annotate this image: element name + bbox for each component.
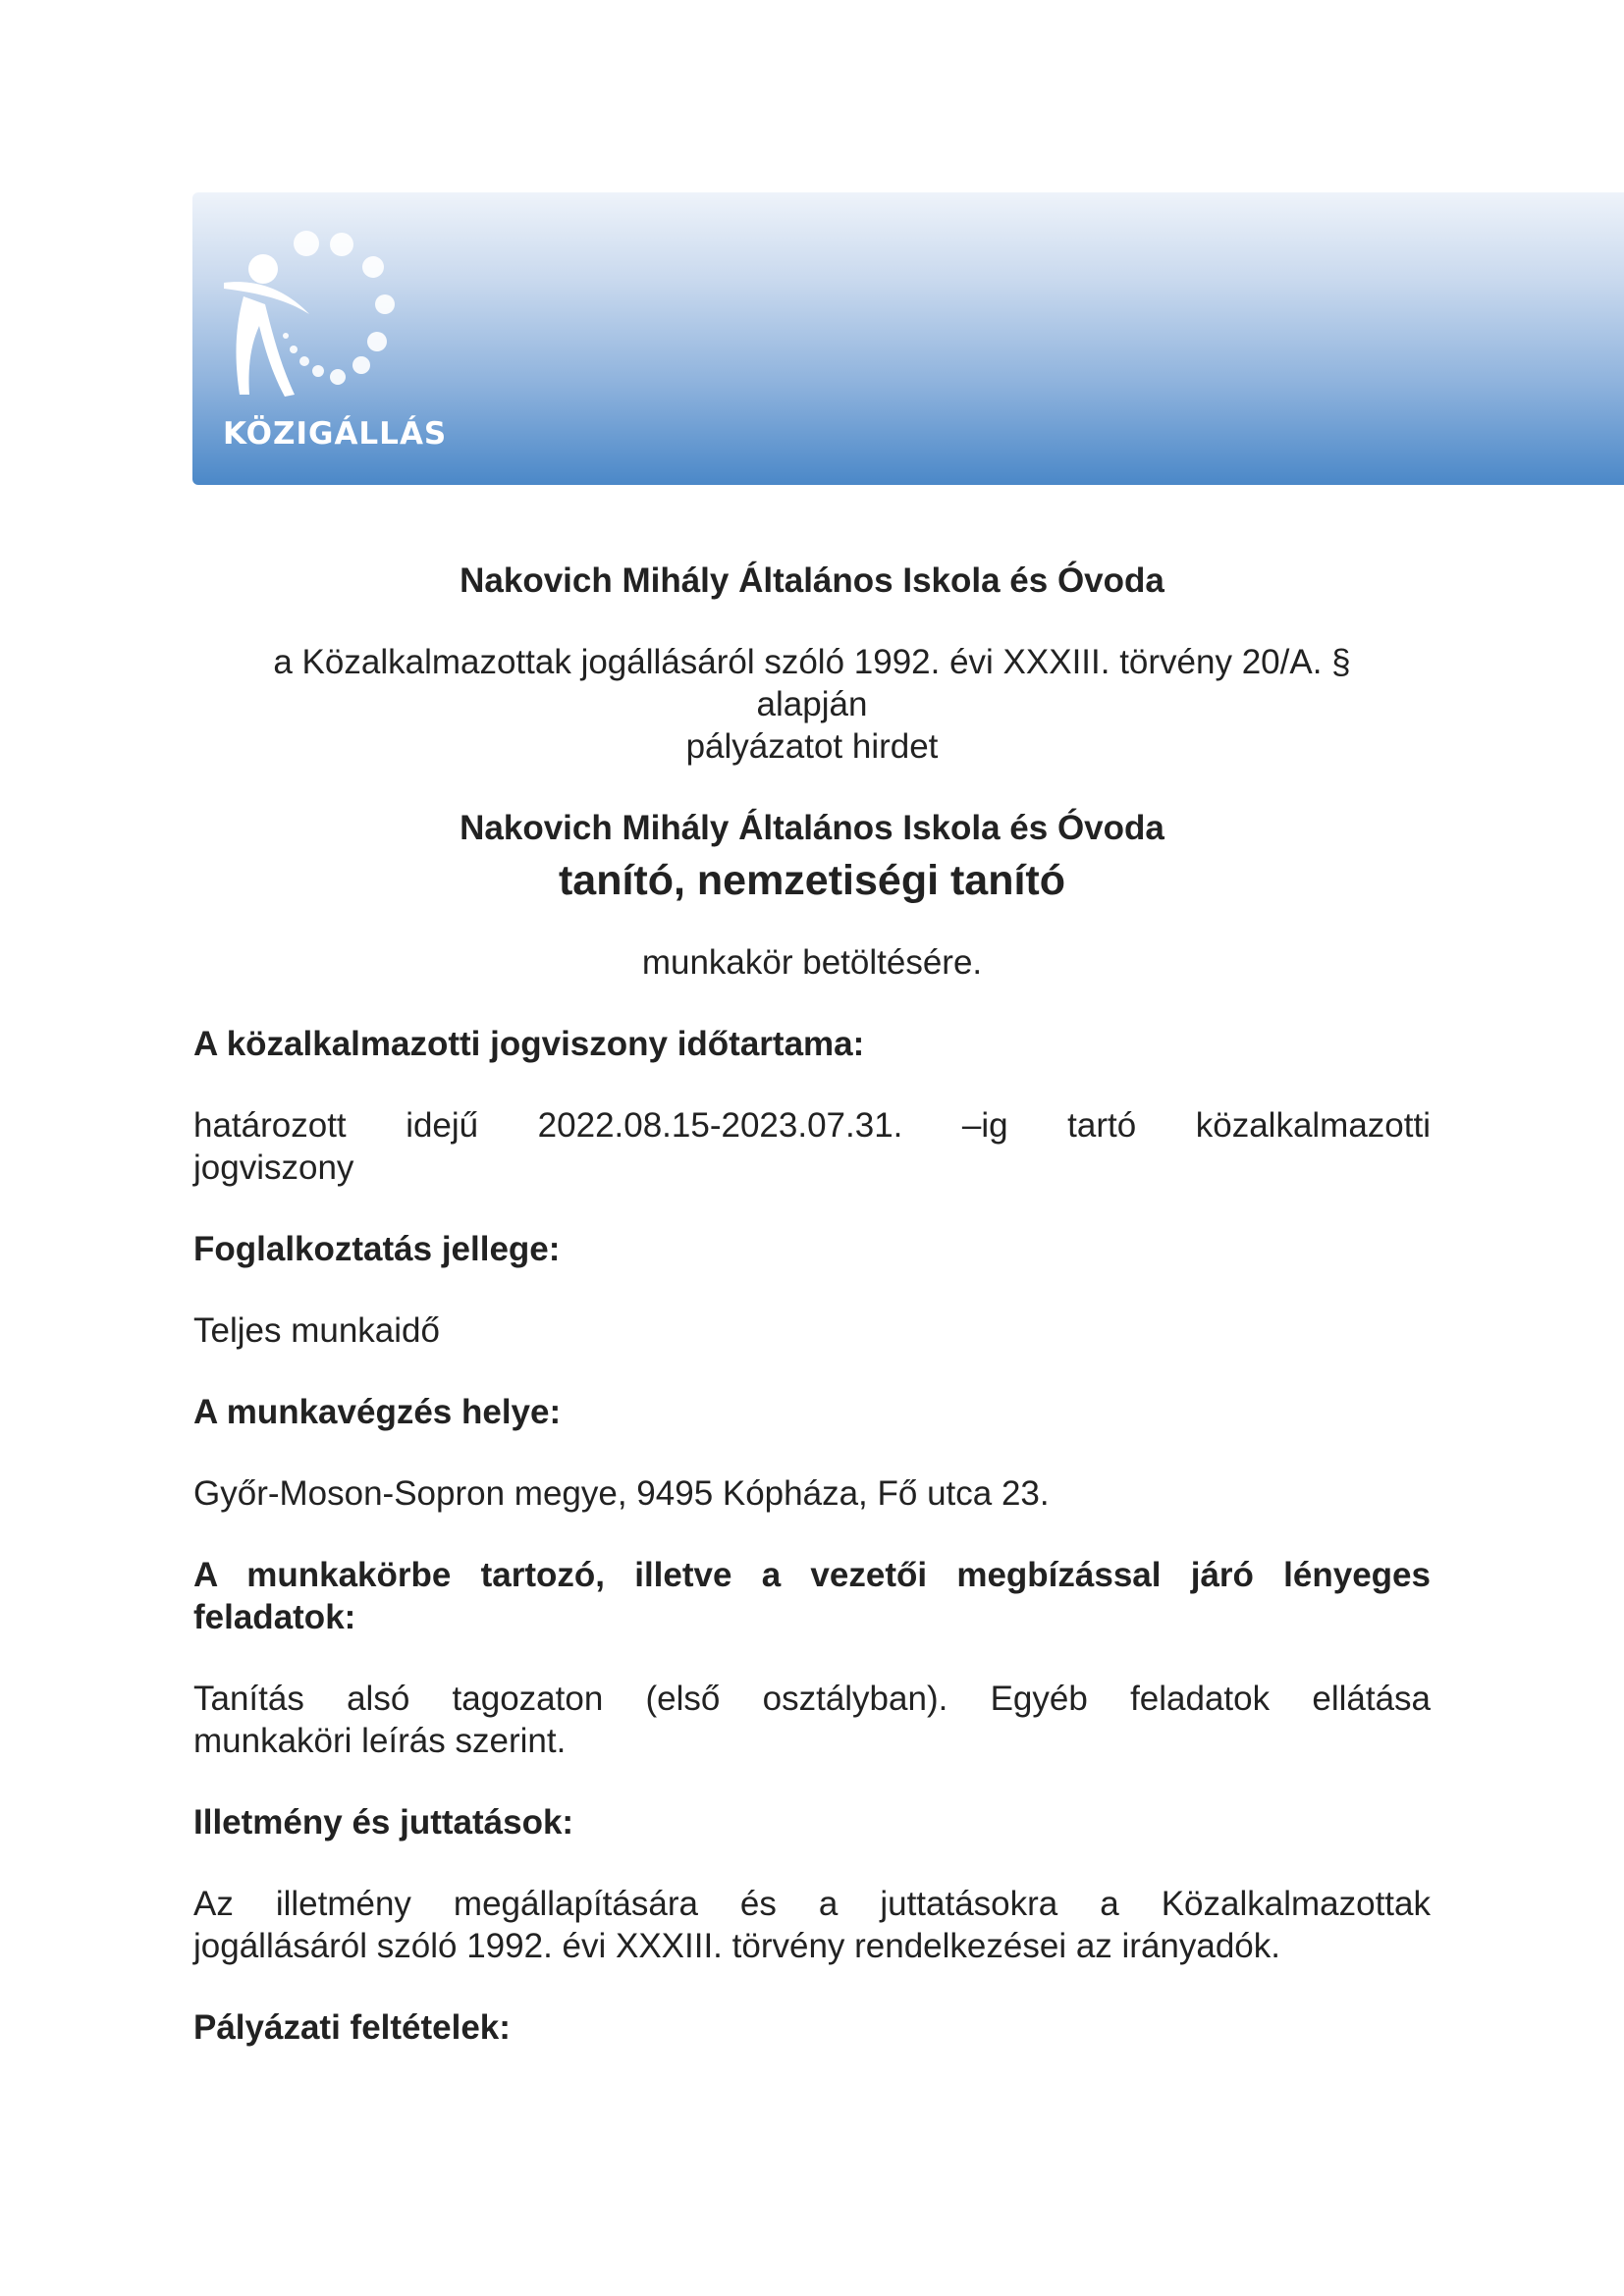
section-body-salary bbox=[193, 1883, 1431, 1967]
section-heading-line: feladatok: bbox=[193, 1598, 356, 1636]
section-heading-conditions: Pályázati feltételek: bbox=[193, 2008, 511, 2047]
section-line: munkaköri leírás szerint. bbox=[193, 1722, 567, 1760]
section-body-employment-type: Teljes munkaidő bbox=[193, 1311, 440, 1350]
legal-intro-line: a Közalkalmazottak jogállásáról szóló 1992. évi XXXIII. törvény 20/A. § bbox=[273, 643, 1351, 681]
section-line: Tanítás alsó tagozaton (első osztályban). Egyéb feladatok ellátása bbox=[193, 1680, 1431, 1718]
logo-text: KÖZIGÁLLÁS bbox=[223, 416, 448, 452]
job-title: tanító, nemzetiségi tanító bbox=[558, 857, 1066, 904]
section-line: jogállásáról szóló 1992. évi XXXIII. törvény rendelkezései az irányadók. bbox=[193, 1927, 1280, 1965]
legal-intro bbox=[193, 641, 1431, 768]
kozigallas-logo-icon bbox=[216, 228, 432, 404]
section-line: jogviszony bbox=[193, 1148, 354, 1187]
section-line: Az illetmény megállapítására és a juttatásokra a Közalkalmazottak bbox=[193, 1885, 1431, 1923]
section-heading-salary: Illetmény és juttatások: bbox=[193, 1803, 574, 1842]
section-body-duties bbox=[193, 1678, 1431, 1762]
section-heading-duration: A közalkalmazotti jogviszony időtartama: bbox=[193, 1025, 865, 1063]
section-body-duration bbox=[193, 1104, 1431, 1189]
organization-name: Nakovich Mihály Általános Iskola és Óvoda bbox=[460, 561, 1164, 600]
kozigallas-banner bbox=[192, 192, 1624, 485]
legal-intro-line: alapján bbox=[756, 685, 868, 723]
section-heading-employment-type: Foglalkoztatás jellege: bbox=[193, 1230, 561, 1268]
document-body bbox=[193, 560, 1431, 2088]
section-heading-duties bbox=[193, 1554, 1431, 1638]
section-line: határozott idejű 2022.08.15-2023.07.31. –ig tartó közalkalmazotti bbox=[193, 1106, 1431, 1145]
section-heading-line: A munkakörbe tartozó, illetve a vezetői megbízással járó lényeges bbox=[193, 1556, 1431, 1594]
organization-name-repeat: Nakovich Mihály Általános Iskola és Óvoda bbox=[460, 809, 1164, 847]
job-suffix: munkakör betöltésére. bbox=[641, 943, 983, 982]
legal-intro-line: pályázatot hirdet bbox=[685, 727, 939, 766]
section-body-workplace: Győr-Moson-Sopron megye, 9495 Kópháza, Fő utca 23. bbox=[193, 1474, 1050, 1513]
section-heading-workplace: A munkavégzés helye: bbox=[193, 1393, 562, 1431]
